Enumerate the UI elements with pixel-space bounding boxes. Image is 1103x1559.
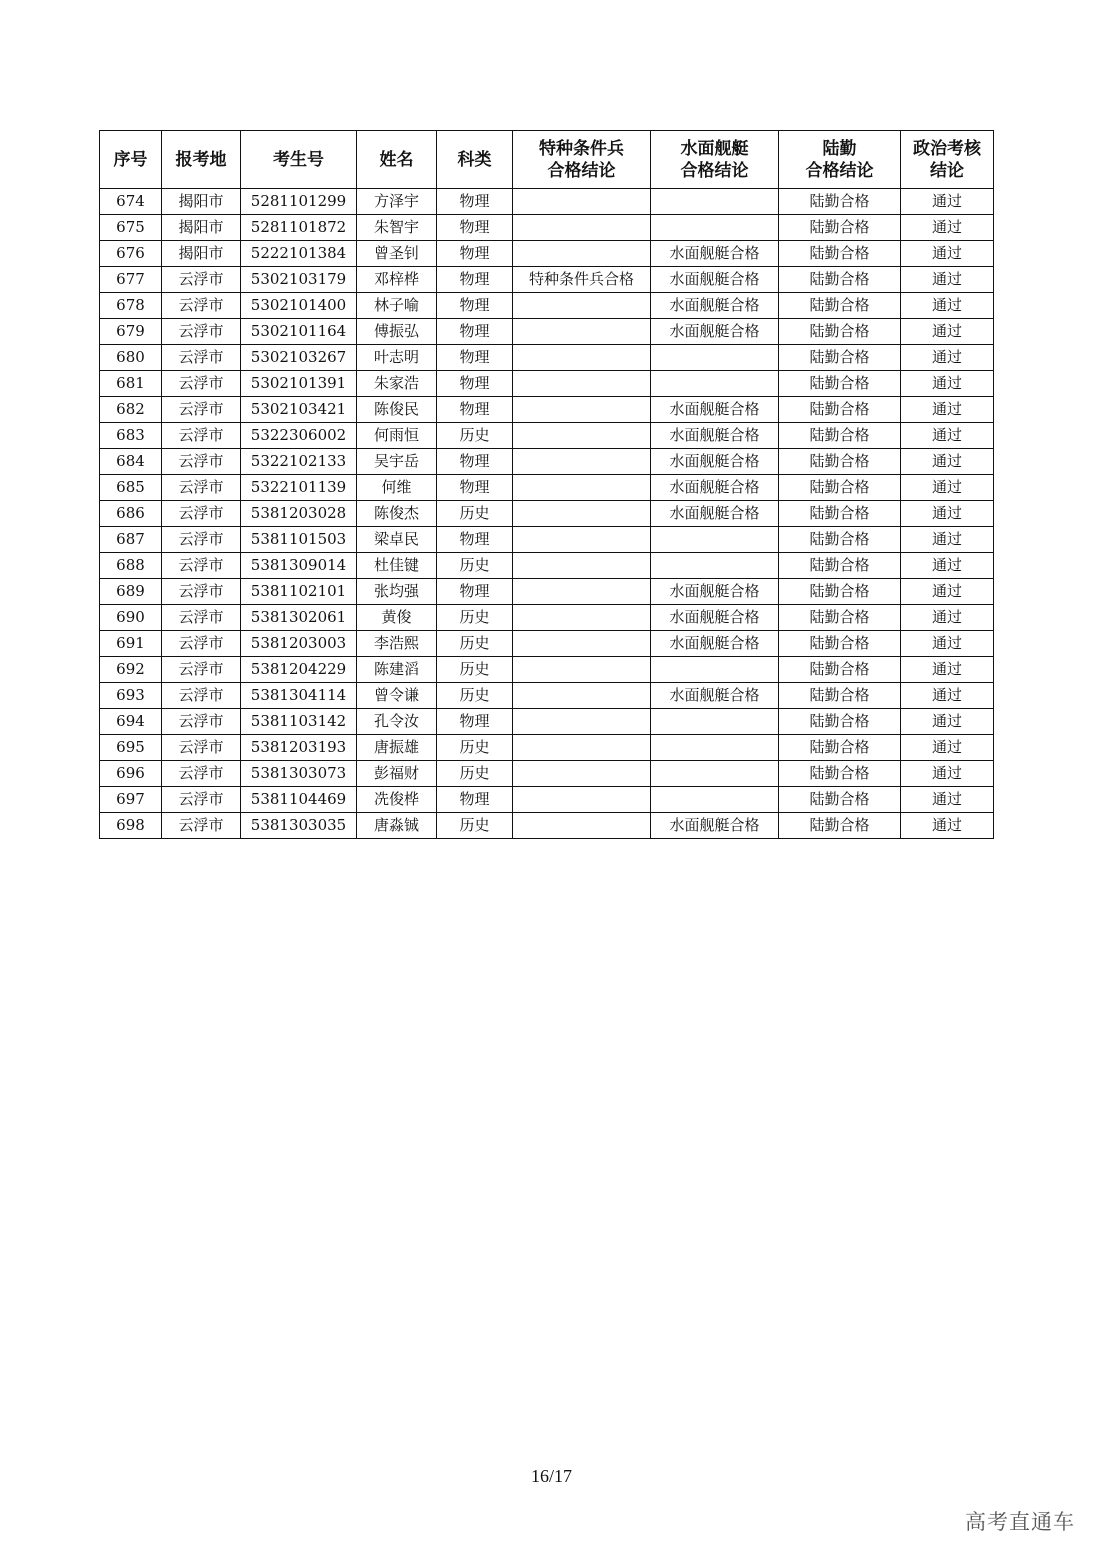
cell-subject: 历史: [437, 423, 513, 449]
cell-subject: 物理: [437, 267, 513, 293]
cell-name: 冼俊桦: [357, 787, 437, 813]
cell-subject: 物理: [437, 449, 513, 475]
header-region: 报考地: [162, 131, 241, 189]
cell-seq: 680: [100, 345, 162, 371]
table-row: [100, 293, 994, 319]
cell-surface-ship: 水面舰艇合格: [651, 397, 779, 423]
cell-ground-duty: 陆勤合格: [779, 189, 901, 215]
cell-exam-id: 5381104469: [241, 787, 357, 813]
cell-surface-ship: 水面舰艇合格: [651, 449, 779, 475]
cell-special-forces: [513, 579, 651, 605]
cell-surface-ship: [651, 787, 779, 813]
cell-ground-duty: 陆勤合格: [779, 553, 901, 579]
cell-ground-duty: 陆勤合格: [779, 267, 901, 293]
cell-ground-duty: 陆勤合格: [779, 319, 901, 345]
cell-subject: 物理: [437, 371, 513, 397]
cell-region: 揭阳市: [162, 215, 241, 241]
table-row: [100, 761, 994, 787]
cell-ground-duty: 陆勤合格: [779, 215, 901, 241]
cell-name: 林子喻: [357, 293, 437, 319]
cell-surface-ship: 水面舰艇合格: [651, 319, 779, 345]
cell-ground-duty: 陆勤合格: [779, 371, 901, 397]
cell-exam-id: 5381102101: [241, 579, 357, 605]
cell-seq: 683: [100, 423, 162, 449]
cell-ground-duty: 陆勤合格: [779, 293, 901, 319]
cell-political-review: 通过: [901, 553, 994, 579]
cell-name: 彭福财: [357, 761, 437, 787]
cell-exam-id: 5381304114: [241, 683, 357, 709]
cell-seq: 675: [100, 215, 162, 241]
cell-name: 唐淼铖: [357, 813, 437, 839]
table-row: [100, 683, 994, 709]
header-row: [100, 131, 994, 189]
cell-region: 揭阳市: [162, 241, 241, 267]
cell-seq: 676: [100, 241, 162, 267]
table-row: [100, 319, 994, 345]
cell-special-forces: [513, 371, 651, 397]
table-row: [100, 735, 994, 761]
table-row: [100, 449, 994, 475]
cell-exam-id: 5381309014: [241, 553, 357, 579]
cell-political-review: 通过: [901, 449, 994, 475]
cell-special-forces: [513, 215, 651, 241]
cell-political-review: 通过: [901, 371, 994, 397]
cell-region: 云浮市: [162, 371, 241, 397]
results-table: [99, 130, 994, 839]
cell-special-forces: [513, 189, 651, 215]
cell-seq: 695: [100, 735, 162, 761]
cell-subject: 物理: [437, 189, 513, 215]
cell-surface-ship: [651, 709, 779, 735]
cell-seq: 685: [100, 475, 162, 501]
cell-special-forces: [513, 631, 651, 657]
cell-seq: 679: [100, 319, 162, 345]
cell-special-forces: [513, 397, 651, 423]
cell-political-review: 通过: [901, 631, 994, 657]
cell-surface-ship: [651, 735, 779, 761]
cell-exam-id: 5302101164: [241, 319, 357, 345]
cell-special-forces: [513, 787, 651, 813]
cell-political-review: 通过: [901, 605, 994, 631]
cell-seq: 682: [100, 397, 162, 423]
cell-region: 云浮市: [162, 631, 241, 657]
cell-seq: 681: [100, 371, 162, 397]
cell-subject: 物理: [437, 397, 513, 423]
table-row: [100, 657, 994, 683]
cell-seq: 690: [100, 605, 162, 631]
header-subject: 科类: [437, 131, 513, 189]
cell-ground-duty: 陆勤合格: [779, 527, 901, 553]
cell-name: 曾圣钊: [357, 241, 437, 267]
cell-region: 云浮市: [162, 579, 241, 605]
cell-seq: 697: [100, 787, 162, 813]
table-row: [100, 371, 994, 397]
cell-seq: 678: [100, 293, 162, 319]
cell-subject: 历史: [437, 735, 513, 761]
cell-region: 云浮市: [162, 345, 241, 371]
cell-ground-duty: 陆勤合格: [779, 449, 901, 475]
cell-surface-ship: [651, 189, 779, 215]
cell-region: 揭阳市: [162, 189, 241, 215]
cell-special-forces: [513, 553, 651, 579]
cell-ground-duty: 陆勤合格: [779, 241, 901, 267]
header-ground-duty: 陆勤 合格结论: [779, 131, 901, 189]
cell-subject: 物理: [437, 475, 513, 501]
table-row: [100, 501, 994, 527]
cell-exam-id: 5381103142: [241, 709, 357, 735]
cell-surface-ship: [651, 657, 779, 683]
cell-name: 梁卓民: [357, 527, 437, 553]
cell-subject: 历史: [437, 605, 513, 631]
cell-exam-id: 5381203193: [241, 735, 357, 761]
cell-subject: 物理: [437, 787, 513, 813]
cell-name: 叶志明: [357, 345, 437, 371]
cell-name: 何雨恒: [357, 423, 437, 449]
table-row: [100, 553, 994, 579]
cell-special-forces: [513, 735, 651, 761]
table-row: [100, 605, 994, 631]
cell-subject: 历史: [437, 813, 513, 839]
cell-special-forces: [513, 449, 651, 475]
cell-special-forces: [513, 813, 651, 839]
cell-special-forces: [513, 319, 651, 345]
cell-region: 云浮市: [162, 761, 241, 787]
cell-surface-ship: 水面舰艇合格: [651, 813, 779, 839]
cell-exam-id: 5381101503: [241, 527, 357, 553]
cell-special-forces: [513, 657, 651, 683]
cell-ground-duty: 陆勤合格: [779, 657, 901, 683]
cell-exam-id: 5381302061: [241, 605, 357, 631]
cell-special-forces: [513, 423, 651, 449]
cell-seq: 693: [100, 683, 162, 709]
cell-region: 云浮市: [162, 605, 241, 631]
cell-exam-id: 5222101384: [241, 241, 357, 267]
cell-ground-duty: 陆勤合格: [779, 813, 901, 839]
cell-political-review: 通过: [901, 813, 994, 839]
cell-surface-ship: [651, 371, 779, 397]
cell-ground-duty: 陆勤合格: [779, 709, 901, 735]
cell-ground-duty: 陆勤合格: [779, 345, 901, 371]
cell-name: 曾令谦: [357, 683, 437, 709]
cell-seq: 694: [100, 709, 162, 735]
cell-special-forces: [513, 605, 651, 631]
table-row: [100, 345, 994, 371]
cell-name: 朱智宇: [357, 215, 437, 241]
cell-ground-duty: 陆勤合格: [779, 683, 901, 709]
cell-name: 朱家浩: [357, 371, 437, 397]
cell-name: 吴宇岳: [357, 449, 437, 475]
cell-exam-id: 5302103179: [241, 267, 357, 293]
cell-region: 云浮市: [162, 553, 241, 579]
cell-name: 陈俊杰: [357, 501, 437, 527]
table-row: [100, 709, 994, 735]
cell-surface-ship: 水面舰艇合格: [651, 501, 779, 527]
cell-region: 云浮市: [162, 683, 241, 709]
cell-ground-duty: 陆勤合格: [779, 761, 901, 787]
cell-subject: 历史: [437, 761, 513, 787]
cell-political-review: 通过: [901, 787, 994, 813]
cell-ground-duty: 陆勤合格: [779, 787, 901, 813]
cell-political-review: 通过: [901, 423, 994, 449]
cell-exam-id: 5381203003: [241, 631, 357, 657]
cell-political-review: 通过: [901, 501, 994, 527]
cell-region: 云浮市: [162, 397, 241, 423]
cell-special-forces: [513, 241, 651, 267]
cell-subject: 历史: [437, 657, 513, 683]
cell-subject: 物理: [437, 579, 513, 605]
cell-seq: 684: [100, 449, 162, 475]
header-name: 姓名: [357, 131, 437, 189]
cell-subject: 物理: [437, 241, 513, 267]
cell-surface-ship: 水面舰艇合格: [651, 475, 779, 501]
cell-name: 陈建滔: [357, 657, 437, 683]
cell-surface-ship: [651, 553, 779, 579]
cell-name: 邓梓桦: [357, 267, 437, 293]
cell-political-review: 通过: [901, 189, 994, 215]
cell-subject: 历史: [437, 553, 513, 579]
table-row: [100, 189, 994, 215]
header-special-forces: 特种条件兵 合格结论: [513, 131, 651, 189]
table-body: [100, 189, 994, 839]
table-row: [100, 787, 994, 813]
cell-seq: 686: [100, 501, 162, 527]
cell-exam-id: 5281101299: [241, 189, 357, 215]
cell-political-review: 通过: [901, 475, 994, 501]
header-seq: 序号: [100, 131, 162, 189]
cell-exam-id: 5302101391: [241, 371, 357, 397]
cell-exam-id: 5381203028: [241, 501, 357, 527]
cell-subject: 物理: [437, 527, 513, 553]
cell-exam-id: 5381303035: [241, 813, 357, 839]
cell-political-review: 通过: [901, 761, 994, 787]
cell-name: 傅振弘: [357, 319, 437, 345]
header-surface-ship: 水面舰艇 合格结论: [651, 131, 779, 189]
cell-ground-duty: 陆勤合格: [779, 501, 901, 527]
cell-ground-duty: 陆勤合格: [779, 579, 901, 605]
cell-surface-ship: 水面舰艇合格: [651, 631, 779, 657]
cell-subject: 历史: [437, 683, 513, 709]
cell-region: 云浮市: [162, 527, 241, 553]
cell-exam-id: 5381303073: [241, 761, 357, 787]
cell-subject: 物理: [437, 345, 513, 371]
cell-region: 云浮市: [162, 475, 241, 501]
header-political-review: 政治考核 结论: [901, 131, 994, 189]
table-row: [100, 813, 994, 839]
cell-seq: 687: [100, 527, 162, 553]
cell-ground-duty: 陆勤合格: [779, 397, 901, 423]
table-row: [100, 527, 994, 553]
cell-surface-ship: 水面舰艇合格: [651, 293, 779, 319]
table-row: [100, 423, 994, 449]
cell-region: 云浮市: [162, 787, 241, 813]
cell-seq: 688: [100, 553, 162, 579]
cell-surface-ship: 水面舰艇合格: [651, 683, 779, 709]
cell-special-forces: [513, 683, 651, 709]
cell-subject: 历史: [437, 631, 513, 657]
table-row: [100, 397, 994, 423]
cell-special-forces: [513, 345, 651, 371]
cell-ground-duty: 陆勤合格: [779, 423, 901, 449]
cell-political-review: 通过: [901, 215, 994, 241]
cell-region: 云浮市: [162, 501, 241, 527]
cell-region: 云浮市: [162, 449, 241, 475]
cell-political-review: 通过: [901, 397, 994, 423]
cell-special-forces: [513, 293, 651, 319]
cell-exam-id: 5322101139: [241, 475, 357, 501]
cell-exam-id: 5281101872: [241, 215, 357, 241]
cell-region: 云浮市: [162, 267, 241, 293]
cell-political-review: 通过: [901, 267, 994, 293]
cell-surface-ship: 水面舰艇合格: [651, 241, 779, 267]
cell-surface-ship: [651, 761, 779, 787]
cell-name: 方泽宇: [357, 189, 437, 215]
cell-political-review: 通过: [901, 735, 994, 761]
cell-name: 孔令汝: [357, 709, 437, 735]
cell-exam-id: 5381204229: [241, 657, 357, 683]
cell-region: 云浮市: [162, 423, 241, 449]
cell-political-review: 通过: [901, 709, 994, 735]
cell-seq: 677: [100, 267, 162, 293]
cell-political-review: 通过: [901, 241, 994, 267]
cell-surface-ship: 水面舰艇合格: [651, 423, 779, 449]
cell-seq: 698: [100, 813, 162, 839]
cell-seq: 692: [100, 657, 162, 683]
cell-political-review: 通过: [901, 657, 994, 683]
cell-surface-ship: 水面舰艇合格: [651, 605, 779, 631]
cell-region: 云浮市: [162, 813, 241, 839]
cell-political-review: 通过: [901, 683, 994, 709]
page-number: 16/17: [530, 1466, 572, 1486]
watermark: 高考直通车: [965, 1510, 1075, 1534]
cell-name: 张均强: [357, 579, 437, 605]
cell-exam-id: 5302103421: [241, 397, 357, 423]
cell-surface-ship: [651, 215, 779, 241]
header-exam-id: 考生号: [241, 131, 357, 189]
table-row: [100, 579, 994, 605]
cell-political-review: 通过: [901, 293, 994, 319]
cell-region: 云浮市: [162, 709, 241, 735]
cell-special-forces: [513, 527, 651, 553]
cell-region: 云浮市: [162, 735, 241, 761]
cell-ground-duty: 陆勤合格: [779, 475, 901, 501]
cell-subject: 历史: [437, 501, 513, 527]
table-row: [100, 475, 994, 501]
cell-surface-ship: [651, 345, 779, 371]
cell-special-forces: 特种条件兵合格: [513, 267, 651, 293]
cell-name: 黄俊: [357, 605, 437, 631]
cell-special-forces: [513, 475, 651, 501]
cell-region: 云浮市: [162, 319, 241, 345]
cell-surface-ship: 水面舰艇合格: [651, 579, 779, 605]
cell-special-forces: [513, 501, 651, 527]
cell-name: 杜佳键: [357, 553, 437, 579]
cell-ground-duty: 陆勤合格: [779, 605, 901, 631]
cell-seq: 696: [100, 761, 162, 787]
cell-ground-duty: 陆勤合格: [779, 735, 901, 761]
cell-region: 云浮市: [162, 293, 241, 319]
cell-political-review: 通过: [901, 579, 994, 605]
cell-political-review: 通过: [901, 345, 994, 371]
cell-seq: 674: [100, 189, 162, 215]
cell-exam-id: 5322102133: [241, 449, 357, 475]
cell-seq: 689: [100, 579, 162, 605]
table-row: [100, 215, 994, 241]
cell-exam-id: 5302103267: [241, 345, 357, 371]
cell-subject: 物理: [437, 709, 513, 735]
cell-subject: 物理: [437, 293, 513, 319]
cell-political-review: 通过: [901, 319, 994, 345]
cell-exam-id: 5302101400: [241, 293, 357, 319]
cell-subject: 物理: [437, 215, 513, 241]
cell-special-forces: [513, 709, 651, 735]
cell-ground-duty: 陆勤合格: [779, 631, 901, 657]
cell-political-review: 通过: [901, 527, 994, 553]
cell-subject: 物理: [437, 319, 513, 345]
cell-name: 唐振雄: [357, 735, 437, 761]
cell-exam-id: 5322306002: [241, 423, 357, 449]
cell-region: 云浮市: [162, 657, 241, 683]
cell-surface-ship: [651, 527, 779, 553]
table-row: [100, 631, 994, 657]
cell-name: 陈俊民: [357, 397, 437, 423]
cell-surface-ship: 水面舰艇合格: [651, 267, 779, 293]
cell-name: 李浩熙: [357, 631, 437, 657]
cell-special-forces: [513, 761, 651, 787]
table-row: [100, 267, 994, 293]
cell-seq: 691: [100, 631, 162, 657]
table-row: [100, 241, 994, 267]
cell-name: 何维: [357, 475, 437, 501]
